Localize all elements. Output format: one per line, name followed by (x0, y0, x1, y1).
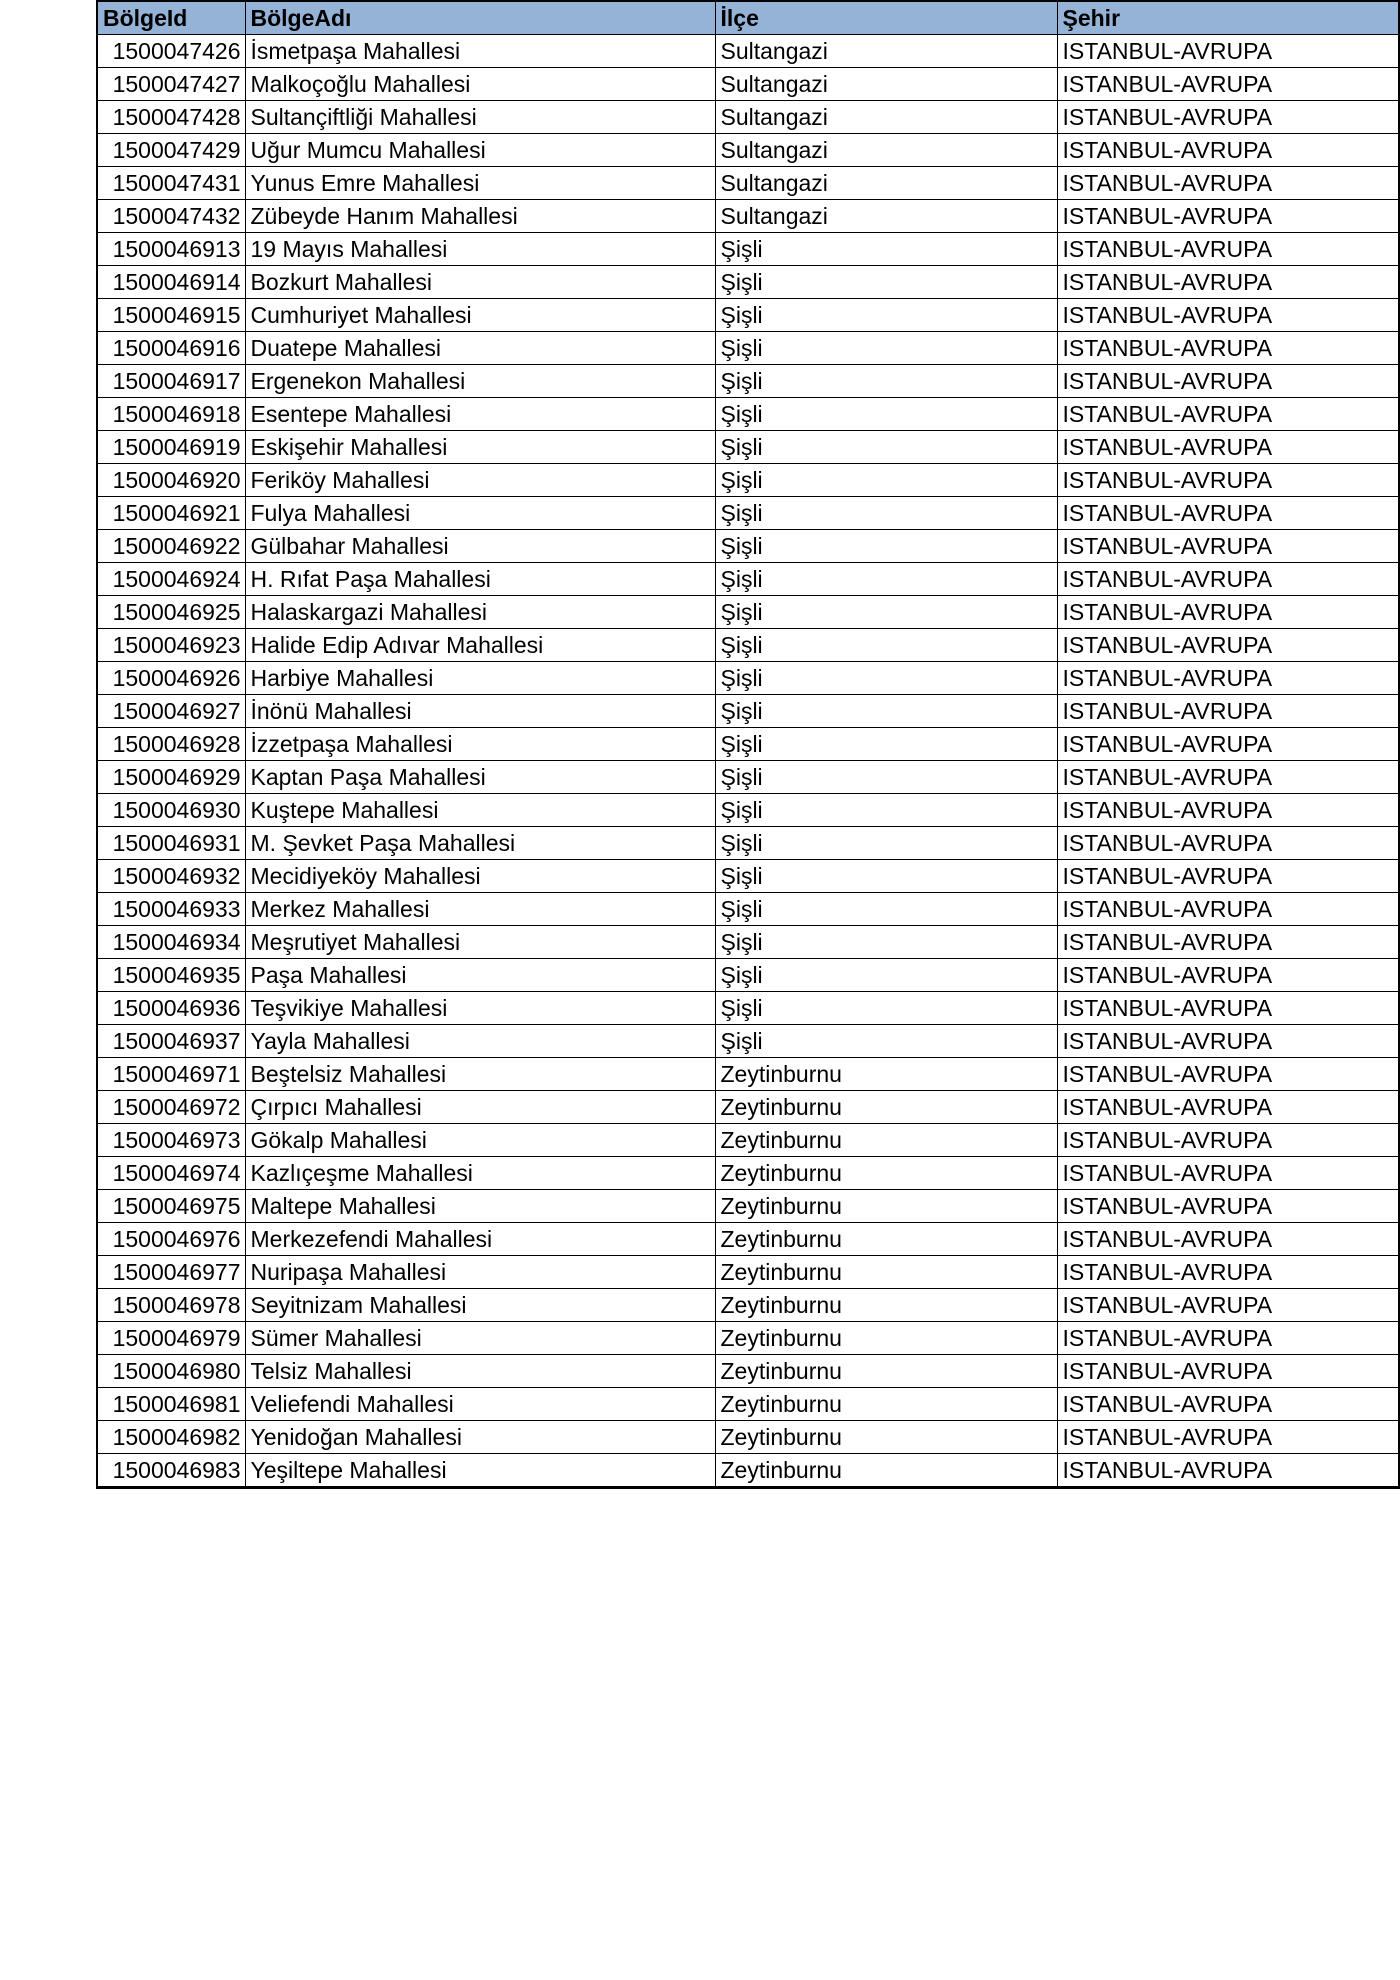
cell-bolge-id: 1500046980 (97, 1355, 245, 1388)
cell-ilce: Şişli (715, 794, 1057, 827)
cell-sehir: ISTANBUL-AVRUPA (1057, 1190, 1399, 1223)
region-table (96, 0, 1400, 1489)
cell-ilce: Şişli (715, 1025, 1057, 1058)
cell-sehir: ISTANBUL-AVRUPA (1057, 1223, 1399, 1256)
cell-sehir: ISTANBUL-AVRUPA (1057, 1421, 1399, 1454)
table-row (97, 497, 1399, 530)
table-row (97, 1454, 1399, 1488)
cell-sehir: ISTANBUL-AVRUPA (1057, 1157, 1399, 1190)
cell-ilce: Zeytinburnu (715, 1454, 1057, 1488)
cell-ilce: Zeytinburnu (715, 1421, 1057, 1454)
table-row (97, 530, 1399, 563)
cell-bolge-adi: Paşa Mahallesi (245, 959, 715, 992)
cell-bolge-adi: Merkez Mahallesi (245, 893, 715, 926)
cell-bolge-id: 1500046917 (97, 365, 245, 398)
cell-bolge-adi: Sümer Mahallesi (245, 1322, 715, 1355)
cell-sehir: ISTANBUL-AVRUPA (1057, 530, 1399, 563)
cell-ilce: Sultangazi (715, 68, 1057, 101)
table-row (97, 662, 1399, 695)
cell-ilce: Şişli (715, 563, 1057, 596)
table-row (97, 1289, 1399, 1322)
cell-bolge-adi: H. Rıfat Paşa Mahallesi (245, 563, 715, 596)
table-row (97, 695, 1399, 728)
cell-ilce: Şişli (715, 431, 1057, 464)
cell-bolge-adi: Beştelsiz Mahallesi (245, 1058, 715, 1091)
cell-ilce: Zeytinburnu (715, 1388, 1057, 1421)
cell-bolge-adi: Seyitnizam Mahallesi (245, 1289, 715, 1322)
cell-sehir: ISTANBUL-AVRUPA (1057, 1025, 1399, 1058)
header-ilce: İlçe (715, 1, 1057, 35)
cell-ilce: Şişli (715, 398, 1057, 431)
cell-bolge-adi: M. Şevket Paşa Mahallesi (245, 827, 715, 860)
cell-ilce: Şişli (715, 299, 1057, 332)
cell-ilce: Zeytinburnu (715, 1190, 1057, 1223)
cell-bolge-adi: Merkezefendi Mahallesi (245, 1223, 715, 1256)
cell-bolge-id: 1500046922 (97, 530, 245, 563)
cell-bolge-adi: Mecidiyeköy Mahallesi (245, 860, 715, 893)
cell-sehir: ISTANBUL-AVRUPA (1057, 299, 1399, 332)
cell-sehir: ISTANBUL-AVRUPA (1057, 68, 1399, 101)
cell-bolge-id: 1500046932 (97, 860, 245, 893)
cell-sehir: ISTANBUL-AVRUPA (1057, 1256, 1399, 1289)
cell-ilce: Şişli (715, 761, 1057, 794)
cell-bolge-adi: Kuştepe Mahallesi (245, 794, 715, 827)
header-bolge-adi: BölgeAdı (245, 1, 715, 35)
cell-ilce: Şişli (715, 860, 1057, 893)
cell-ilce: Şişli (715, 266, 1057, 299)
cell-ilce: Şişli (715, 893, 1057, 926)
cell-bolge-id: 1500046930 (97, 794, 245, 827)
cell-bolge-adi: Çırpıcı Mahallesi (245, 1091, 715, 1124)
cell-bolge-id: 1500047426 (97, 35, 245, 68)
cell-sehir: ISTANBUL-AVRUPA (1057, 596, 1399, 629)
cell-bolge-id: 1500046983 (97, 1454, 245, 1488)
cell-bolge-id: 1500047427 (97, 68, 245, 101)
cell-bolge-id: 1500047431 (97, 167, 245, 200)
cell-sehir: ISTANBUL-AVRUPA (1057, 431, 1399, 464)
cell-bolge-id: 1500046934 (97, 926, 245, 959)
cell-sehir: ISTANBUL-AVRUPA (1057, 728, 1399, 761)
cell-sehir: ISTANBUL-AVRUPA (1057, 827, 1399, 860)
table-row (97, 596, 1399, 629)
cell-ilce: Sultangazi (715, 134, 1057, 167)
cell-bolge-adi: Eskişehir Mahallesi (245, 431, 715, 464)
cell-bolge-id: 1500046913 (97, 233, 245, 266)
cell-ilce: Sultangazi (715, 101, 1057, 134)
cell-ilce: Şişli (715, 959, 1057, 992)
table-row (97, 860, 1399, 893)
cell-sehir: ISTANBUL-AVRUPA (1057, 1289, 1399, 1322)
cell-bolge-id: 1500046921 (97, 497, 245, 530)
cell-sehir: ISTANBUL-AVRUPA (1057, 1091, 1399, 1124)
cell-ilce: Zeytinburnu (715, 1289, 1057, 1322)
cell-sehir: ISTANBUL-AVRUPA (1057, 398, 1399, 431)
cell-sehir: ISTANBUL-AVRUPA (1057, 35, 1399, 68)
cell-bolge-adi: Esentepe Mahallesi (245, 398, 715, 431)
cell-ilce: Sultangazi (715, 167, 1057, 200)
cell-bolge-adi: Nuripaşa Mahallesi (245, 1256, 715, 1289)
cell-bolge-id: 1500046918 (97, 398, 245, 431)
cell-bolge-adi: Maltepe Mahallesi (245, 1190, 715, 1223)
cell-bolge-adi: Halide Edip Adıvar Mahallesi (245, 629, 715, 662)
cell-bolge-id: 1500046923 (97, 629, 245, 662)
cell-bolge-id: 1500046972 (97, 1091, 245, 1124)
cell-bolge-id: 1500046914 (97, 266, 245, 299)
table-row (97, 266, 1399, 299)
cell-bolge-id: 1500046971 (97, 1058, 245, 1091)
cell-bolge-adi: Telsiz Mahallesi (245, 1355, 715, 1388)
cell-sehir: ISTANBUL-AVRUPA (1057, 695, 1399, 728)
cell-bolge-adi: Gülbahar Mahallesi (245, 530, 715, 563)
cell-bolge-adi: Uğur Mumcu Mahallesi (245, 134, 715, 167)
cell-bolge-id: 1500046925 (97, 596, 245, 629)
cell-ilce: Sultangazi (715, 200, 1057, 233)
cell-bolge-id: 1500046929 (97, 761, 245, 794)
cell-bolge-id: 1500046975 (97, 1190, 245, 1223)
cell-sehir: ISTANBUL-AVRUPA (1057, 926, 1399, 959)
cell-bolge-id: 1500046926 (97, 662, 245, 695)
cell-sehir: ISTANBUL-AVRUPA (1057, 101, 1399, 134)
cell-sehir: ISTANBUL-AVRUPA (1057, 794, 1399, 827)
cell-sehir: ISTANBUL-AVRUPA (1057, 1124, 1399, 1157)
cell-ilce: Şişli (715, 497, 1057, 530)
cell-bolge-id: 1500046927 (97, 695, 245, 728)
table-row (97, 794, 1399, 827)
table-row (97, 398, 1399, 431)
cell-ilce: Zeytinburnu (715, 1355, 1057, 1388)
cell-bolge-adi: Bozkurt Mahallesi (245, 266, 715, 299)
table-row (97, 926, 1399, 959)
cell-bolge-adi: Feriköy Mahallesi (245, 464, 715, 497)
cell-sehir: ISTANBUL-AVRUPA (1057, 464, 1399, 497)
cell-bolge-id: 1500046981 (97, 1388, 245, 1421)
cell-ilce: Şişli (715, 629, 1057, 662)
table-row (97, 827, 1399, 860)
table-row (97, 35, 1399, 68)
table-row (97, 728, 1399, 761)
cell-ilce: Zeytinburnu (715, 1157, 1057, 1190)
cell-ilce: Zeytinburnu (715, 1322, 1057, 1355)
cell-bolge-id: 1500046916 (97, 332, 245, 365)
cell-sehir: ISTANBUL-AVRUPA (1057, 629, 1399, 662)
cell-sehir: ISTANBUL-AVRUPA (1057, 893, 1399, 926)
cell-bolge-adi: Cumhuriyet Mahallesi (245, 299, 715, 332)
cell-bolge-id: 1500046920 (97, 464, 245, 497)
cell-bolge-adi: Harbiye Mahallesi (245, 662, 715, 695)
cell-bolge-id: 1500046982 (97, 1421, 245, 1454)
cell-bolge-adi: Meşrutiyet Mahallesi (245, 926, 715, 959)
cell-ilce: Zeytinburnu (715, 1058, 1057, 1091)
table-row (97, 1190, 1399, 1223)
cell-ilce: Şişli (715, 926, 1057, 959)
cell-bolge-adi: Sultançiftliği Mahallesi (245, 101, 715, 134)
header-row (97, 1, 1399, 35)
table-header (97, 1, 1399, 35)
cell-bolge-id: 1500047428 (97, 101, 245, 134)
cell-bolge-adi: Gökalp Mahallesi (245, 1124, 715, 1157)
table-row (97, 1025, 1399, 1058)
cell-sehir: ISTANBUL-AVRUPA (1057, 233, 1399, 266)
cell-sehir: ISTANBUL-AVRUPA (1057, 761, 1399, 794)
cell-bolge-id: 1500047429 (97, 134, 245, 167)
table-row (97, 761, 1399, 794)
cell-sehir: ISTANBUL-AVRUPA (1057, 662, 1399, 695)
cell-bolge-adi: İnönü Mahallesi (245, 695, 715, 728)
cell-bolge-id: 1500046935 (97, 959, 245, 992)
table-row (97, 1223, 1399, 1256)
cell-ilce: Şişli (715, 728, 1057, 761)
cell-bolge-id: 1500047432 (97, 200, 245, 233)
cell-bolge-id: 1500046936 (97, 992, 245, 1025)
table-row (97, 1058, 1399, 1091)
cell-bolge-adi: İsmetpaşa Mahallesi (245, 35, 715, 68)
cell-ilce: Şişli (715, 827, 1057, 860)
cell-bolge-id: 1500046977 (97, 1256, 245, 1289)
header-bolge-id: BölgeId (97, 1, 245, 35)
table-body (97, 35, 1399, 1488)
cell-bolge-id: 1500046937 (97, 1025, 245, 1058)
cell-sehir: ISTANBUL-AVRUPA (1057, 1058, 1399, 1091)
table-row (97, 1322, 1399, 1355)
cell-ilce: Şişli (715, 530, 1057, 563)
cell-ilce: Zeytinburnu (715, 1124, 1057, 1157)
cell-bolge-adi: Ergenekon Mahallesi (245, 365, 715, 398)
table-row (97, 1421, 1399, 1454)
cell-bolge-adi: 19 Mayıs Mahallesi (245, 233, 715, 266)
cell-ilce: Sultangazi (715, 35, 1057, 68)
cell-bolge-id: 1500046973 (97, 1124, 245, 1157)
cell-bolge-adi: Fulya Mahallesi (245, 497, 715, 530)
cell-bolge-id: 1500046976 (97, 1223, 245, 1256)
table-row (97, 1157, 1399, 1190)
cell-ilce: Şişli (715, 332, 1057, 365)
cell-sehir: ISTANBUL-AVRUPA (1057, 167, 1399, 200)
cell-bolge-adi: Kaptan Paşa Mahallesi (245, 761, 715, 794)
table-row (97, 365, 1399, 398)
cell-sehir: ISTANBUL-AVRUPA (1057, 266, 1399, 299)
cell-bolge-adi: Yayla Mahallesi (245, 1025, 715, 1058)
cell-bolge-id: 1500046974 (97, 1157, 245, 1190)
cell-sehir: ISTANBUL-AVRUPA (1057, 365, 1399, 398)
header-sehir: Şehir (1057, 1, 1399, 35)
table-row (97, 332, 1399, 365)
cell-bolge-adi: İzzetpaşa Mahallesi (245, 728, 715, 761)
table-row (97, 1124, 1399, 1157)
table-row (97, 992, 1399, 1025)
cell-ilce: Zeytinburnu (715, 1223, 1057, 1256)
cell-ilce: Şişli (715, 695, 1057, 728)
table-row (97, 1355, 1399, 1388)
cell-bolge-adi: Yeşiltepe Mahallesi (245, 1454, 715, 1488)
cell-bolge-adi: Kazlıçeşme Mahallesi (245, 1157, 715, 1190)
table-row (97, 134, 1399, 167)
cell-bolge-id: 1500046979 (97, 1322, 245, 1355)
cell-ilce: Şişli (715, 992, 1057, 1025)
cell-bolge-id: 1500046933 (97, 893, 245, 926)
cell-ilce: Şişli (715, 464, 1057, 497)
cell-sehir: ISTANBUL-AVRUPA (1057, 860, 1399, 893)
cell-sehir: ISTANBUL-AVRUPA (1057, 200, 1399, 233)
cell-bolge-id: 1500046978 (97, 1289, 245, 1322)
cell-bolge-id: 1500046924 (97, 563, 245, 596)
table-row (97, 233, 1399, 266)
table-row (97, 431, 1399, 464)
table-row (97, 1388, 1399, 1421)
table-row (97, 893, 1399, 926)
cell-sehir: ISTANBUL-AVRUPA (1057, 1355, 1399, 1388)
cell-ilce: Zeytinburnu (715, 1256, 1057, 1289)
cell-sehir: ISTANBUL-AVRUPA (1057, 497, 1399, 530)
table-row (97, 563, 1399, 596)
cell-ilce: Şişli (715, 365, 1057, 398)
cell-bolge-adi: Duatepe Mahallesi (245, 332, 715, 365)
cell-bolge-adi: Yunus Emre Mahallesi (245, 167, 715, 200)
cell-sehir: ISTANBUL-AVRUPA (1057, 332, 1399, 365)
cell-ilce: Şişli (715, 662, 1057, 695)
cell-bolge-adi: Malkoçoğlu Mahallesi (245, 68, 715, 101)
cell-sehir: ISTANBUL-AVRUPA (1057, 134, 1399, 167)
cell-sehir: ISTANBUL-AVRUPA (1057, 959, 1399, 992)
cell-sehir: ISTANBUL-AVRUPA (1057, 1322, 1399, 1355)
table-row (97, 1256, 1399, 1289)
cell-bolge-id: 1500046931 (97, 827, 245, 860)
cell-ilce: Şişli (715, 233, 1057, 266)
table-row (97, 959, 1399, 992)
cell-bolge-id: 1500046928 (97, 728, 245, 761)
cell-bolge-adi: Zübeyde Hanım Mahallesi (245, 200, 715, 233)
cell-sehir: ISTANBUL-AVRUPA (1057, 563, 1399, 596)
cell-bolge-id: 1500046915 (97, 299, 245, 332)
table-row (97, 464, 1399, 497)
cell-sehir: ISTANBUL-AVRUPA (1057, 992, 1399, 1025)
cell-sehir: ISTANBUL-AVRUPA (1057, 1454, 1399, 1488)
table-row (97, 101, 1399, 134)
cell-bolge-adi: Teşvikiye Mahallesi (245, 992, 715, 1025)
table-row (97, 68, 1399, 101)
table-row (97, 167, 1399, 200)
table-row (97, 299, 1399, 332)
cell-sehir: ISTANBUL-AVRUPA (1057, 1388, 1399, 1421)
cell-bolge-adi: Veliefendi Mahallesi (245, 1388, 715, 1421)
table-row (97, 629, 1399, 662)
cell-ilce: Şişli (715, 596, 1057, 629)
cell-ilce: Zeytinburnu (715, 1091, 1057, 1124)
cell-bolge-adi: Yenidoğan Mahallesi (245, 1421, 715, 1454)
cell-bolge-id: 1500046919 (97, 431, 245, 464)
table-row (97, 200, 1399, 233)
table-row (97, 1091, 1399, 1124)
cell-bolge-adi: Halaskargazi Mahallesi (245, 596, 715, 629)
